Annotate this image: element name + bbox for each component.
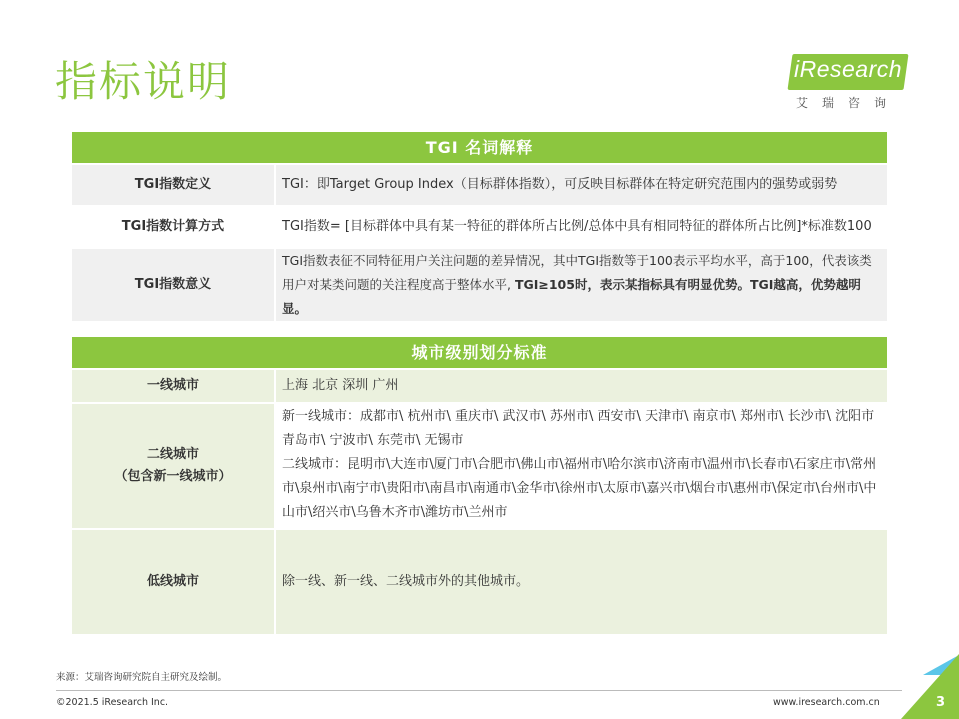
tgi-definition-table bbox=[72, 132, 887, 321]
tgi-meaning-text bbox=[282, 249, 881, 321]
row-content bbox=[276, 530, 887, 634]
row-label: 低线城市 bbox=[72, 530, 276, 634]
row-label: 一线城市 bbox=[72, 370, 276, 402]
tier1-cities: 上海 北京 深圳 广州 bbox=[282, 378, 399, 393]
row-content bbox=[276, 207, 887, 247]
row-label bbox=[72, 404, 276, 528]
page-number: 3 bbox=[935, 695, 945, 710]
corner-accent-green bbox=[901, 654, 959, 719]
footer-divider bbox=[56, 690, 902, 691]
city-table-header: 城市级别划分标准 bbox=[72, 337, 887, 368]
tgi-meaning-plain: TGI指数表征不同特征用户关注问题的差异情况，其中TGI指数等于100表示平均水平，高于100，代表该类用户对某类问题的关注程度高于整体水平, bbox=[282, 253, 872, 292]
logo-wordmark: iResearch bbox=[794, 56, 903, 82]
table-row bbox=[72, 402, 887, 528]
table-row bbox=[72, 247, 887, 321]
copyright: ©2021.5 iResearch Inc. bbox=[56, 697, 169, 708]
row-label-line2: （包含新一线城市） bbox=[114, 469, 232, 484]
page-title: 指标说明 bbox=[55, 57, 232, 106]
table-row bbox=[72, 163, 887, 205]
tgi-definition-text: TGI：即Target Group Index（目标群体指数），可反映目标群体在特定研究范围内的强势或弱势 bbox=[282, 177, 838, 192]
row-content bbox=[276, 249, 887, 321]
new-tier1-cities: 新一线城市：成都市\ 杭州市\ 重庆市\ 武汉市\ 苏州市\ 西安市\ 天津市\ 南京市\ 郑州市\ 长沙市\ 沈阳市 青岛市\ 宁波市\ 东莞市\ 无锡市 bbox=[282, 409, 875, 448]
table-row bbox=[72, 205, 887, 247]
website-url: www.iresearch.com.cn bbox=[773, 697, 880, 708]
tier2-cities: 二线城市：昆明市\大连市\厦门市\合肥市\佛山市\福州市\哈尔滨市\济南市\温州市\长春市\石家庄市\常州市\泉州市\南宁市\贵阳市\南昌市\南通市\金华市\徐州市\太原市\嘉兴市\烟台市\惠州市\保定市\台州市\中山市\绍兴市\乌鲁木齐市\潍坊市\兰州市 bbox=[282, 457, 877, 520]
row-label-line1: 二线城市 bbox=[146, 447, 199, 462]
row-content bbox=[276, 165, 887, 205]
logo-subtitle: 艾瑞咨询 bbox=[796, 96, 901, 110]
lower-tier-cities: 除一线、新一线、二线城市外的其他城市。 bbox=[282, 574, 530, 589]
source-note: 来源：艾瑞咨询研究院自主研究及绘制。 bbox=[56, 672, 228, 683]
row-label: TGI指数计算方式 bbox=[72, 207, 276, 247]
tgi-table-header: TGI 名词解释 bbox=[72, 132, 887, 163]
tgi-formula-text: TGI指数= [目标群体中具有某一特征的群体所占比例/总体中具有相同特征的群体所占比例]*标准数100 bbox=[282, 219, 872, 234]
city-tier-table bbox=[72, 337, 887, 634]
row-content bbox=[276, 404, 887, 528]
tgi-meaning-bold: TGI≥105时，表示某指标具有明显优势。TGI越高，优势越明显。 bbox=[282, 277, 861, 316]
table-row bbox=[72, 528, 887, 634]
row-label: TGI指数定义 bbox=[72, 165, 276, 205]
table-row bbox=[72, 368, 887, 402]
row-label: TGI指数意义 bbox=[72, 249, 276, 321]
row-content bbox=[276, 370, 887, 402]
iresearch-logo bbox=[790, 50, 920, 120]
